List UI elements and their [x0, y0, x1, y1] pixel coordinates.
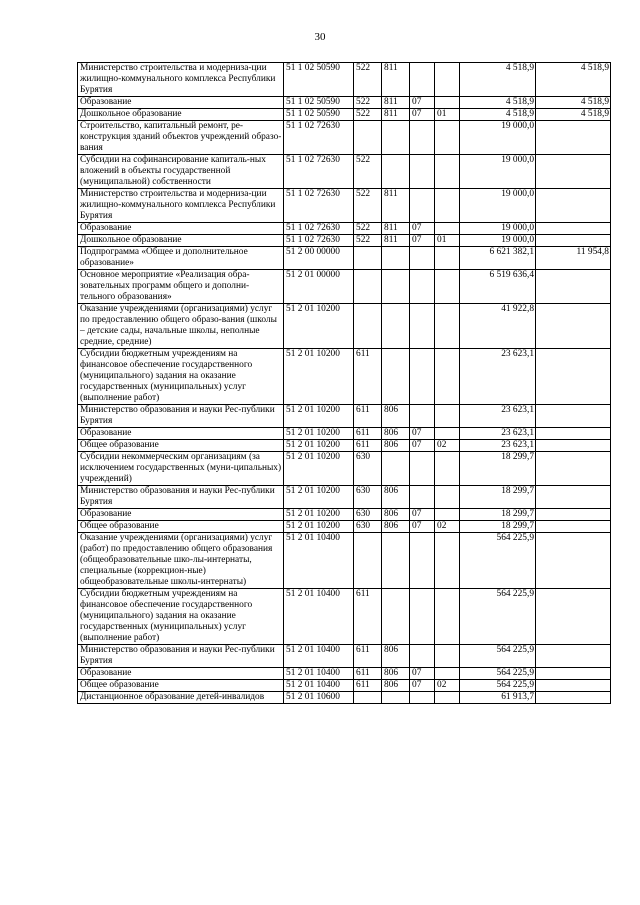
section-cell: 07	[410, 428, 435, 440]
row-name-cell: Субсидии на софинансирование капиталь-ных вложений в объекты государственной (муниципальной) собственности	[78, 155, 284, 189]
section-cell	[410, 405, 435, 428]
amount-year2-cell	[536, 645, 611, 668]
amount-year1-cell: 41 922,8	[460, 304, 536, 349]
expense-type-cell: 611	[354, 405, 382, 428]
subsection-cell: 02	[435, 440, 460, 452]
ministry-code-cell	[382, 155, 410, 189]
target-code-cell: 51 2 01 00000	[284, 270, 354, 304]
amount-year2-cell	[536, 692, 611, 704]
target-code-cell: 51 2 01 10200	[284, 428, 354, 440]
expense-type-cell: 522	[354, 235, 382, 247]
row-name-cell: Подпрограмма «Общее и дополнительное образование»	[78, 247, 284, 270]
subsection-cell	[435, 121, 460, 155]
table-row	[78, 235, 611, 247]
ministry-code-cell: 811	[382, 235, 410, 247]
amount-year2-cell	[536, 304, 611, 349]
expense-type-cell	[354, 270, 382, 304]
expense-type-cell: 611	[354, 680, 382, 692]
expense-type-cell: 611	[354, 645, 382, 668]
target-code-cell: 51 2 01 10400	[284, 645, 354, 668]
amount-year2-cell	[536, 452, 611, 486]
target-code-cell: 51 2 01 10400	[284, 589, 354, 645]
section-cell	[410, 589, 435, 645]
amount-year1-cell: 564 225,9	[460, 589, 536, 645]
amount-year2-cell	[536, 680, 611, 692]
subsection-cell	[435, 270, 460, 304]
amount-year1-cell: 23 623,1	[460, 440, 536, 452]
amount-year2-cell	[536, 235, 611, 247]
row-name-cell: Субсидии бюджетным учреждениям на финансовое обеспечение государственного (муниципального) задания на оказание государственных (муниципальных) услуг (выполнение работ)	[78, 349, 284, 405]
ministry-code-cell	[382, 304, 410, 349]
row-name-cell: Дошкольное образование	[78, 235, 284, 247]
amount-year2-cell	[536, 521, 611, 533]
subsection-cell	[435, 509, 460, 521]
target-code-cell: 51 1 02 50590	[284, 63, 354, 97]
expense-type-cell	[354, 692, 382, 704]
expense-type-cell: 522	[354, 155, 382, 189]
table-row	[78, 645, 611, 668]
section-cell: 07	[410, 521, 435, 533]
section-cell	[410, 533, 435, 589]
expense-type-cell: 611	[354, 428, 382, 440]
table-row	[78, 121, 611, 155]
ministry-code-cell: 811	[382, 223, 410, 235]
section-cell	[410, 349, 435, 405]
amount-year1-cell: 23 623,1	[460, 405, 536, 428]
expense-type-cell	[354, 304, 382, 349]
ministry-code-cell	[382, 349, 410, 405]
table-row	[78, 155, 611, 189]
ministry-code-cell	[382, 452, 410, 486]
target-code-cell: 51 1 02 50590	[284, 109, 354, 121]
section-cell: 07	[410, 440, 435, 452]
ministry-code-cell	[382, 121, 410, 155]
expense-type-cell	[354, 121, 382, 155]
amount-year1-cell: 19 000,0	[460, 235, 536, 247]
amount-year2-cell	[536, 440, 611, 452]
row-name-cell: Оказание учреждениями (организациями) услуг (работ) по предоставлению общего образования (общеобразовательные шко-лы-интернаты, специальные (коррекцион-ные) общеобразовательные школы-интернаты)	[78, 533, 284, 589]
table-row	[78, 440, 611, 452]
subsection-cell	[435, 452, 460, 486]
section-cell: 07	[410, 223, 435, 235]
target-code-cell: 51 2 01 10200	[284, 405, 354, 428]
ministry-code-cell: 806	[382, 486, 410, 509]
target-code-cell: 51 1 02 72630	[284, 155, 354, 189]
ministry-code-cell	[382, 692, 410, 704]
row-name-cell: Дошкольное образование	[78, 109, 284, 121]
table-row	[78, 349, 611, 405]
table-row	[78, 428, 611, 440]
target-code-cell: 51 2 01 10400	[284, 680, 354, 692]
section-cell: 07	[410, 235, 435, 247]
ministry-code-cell: 811	[382, 97, 410, 109]
expense-type-cell: 630	[354, 509, 382, 521]
target-code-cell: 51 2 01 10200	[284, 452, 354, 486]
ministry-code-cell	[382, 247, 410, 270]
row-name-cell: Общее образование	[78, 521, 284, 533]
amount-year1-cell: 4 518,9	[460, 97, 536, 109]
ministry-code-cell: 806	[382, 680, 410, 692]
table-row	[78, 521, 611, 533]
subsection-cell: 01	[435, 235, 460, 247]
table-row	[78, 109, 611, 121]
amount-year2-cell	[536, 349, 611, 405]
row-name-cell: Дистанционное образование детей-инвалидов	[78, 692, 284, 704]
subsection-cell	[435, 692, 460, 704]
amount-year1-cell: 61 913,7	[460, 692, 536, 704]
row-name-cell: Субсидии некоммерческим организациям (за исключением государственных (муни-ципальных) учреждений)	[78, 452, 284, 486]
amount-year1-cell: 18 299,7	[460, 521, 536, 533]
subsection-cell	[435, 589, 460, 645]
ministry-code-cell: 806	[382, 405, 410, 428]
subsection-cell	[435, 97, 460, 109]
ministry-code-cell: 806	[382, 645, 410, 668]
amount-year1-cell: 564 225,9	[460, 680, 536, 692]
amount-year1-cell: 19 000,0	[460, 223, 536, 235]
amount-year2-cell	[536, 428, 611, 440]
subsection-cell	[435, 428, 460, 440]
target-code-cell: 51 2 01 10200	[284, 440, 354, 452]
ministry-code-cell: 806	[382, 668, 410, 680]
table-row	[78, 452, 611, 486]
subsection-cell	[435, 304, 460, 349]
ministry-code-cell: 806	[382, 509, 410, 521]
ministry-code-cell: 811	[382, 189, 410, 223]
ministry-code-cell: 806	[382, 440, 410, 452]
target-code-cell: 51 1 02 72630	[284, 223, 354, 235]
target-code-cell: 51 2 01 10600	[284, 692, 354, 704]
row-name-cell: Министерство образования и науки Рес-публики Бурятия	[78, 645, 284, 668]
expense-type-cell: 611	[354, 589, 382, 645]
row-name-cell: Общее образование	[78, 680, 284, 692]
table-row	[78, 509, 611, 521]
table-row	[78, 589, 611, 645]
amount-year2-cell	[536, 223, 611, 235]
amount-year1-cell: 23 623,1	[460, 349, 536, 405]
row-name-cell: Министерство строительства и модерниза-ции жилищно-коммунального комплекса Республики Бурятия	[78, 189, 284, 223]
section-cell: 07	[410, 680, 435, 692]
section-cell: 07	[410, 668, 435, 680]
budget-table	[77, 62, 611, 704]
section-cell	[410, 486, 435, 509]
amount-year1-cell: 19 000,0	[460, 155, 536, 189]
expense-type-cell	[354, 533, 382, 589]
table-row	[78, 680, 611, 692]
amount-year1-cell: 18 299,7	[460, 486, 536, 509]
target-code-cell: 51 2 01 10200	[284, 509, 354, 521]
target-code-cell: 51 2 00 00000	[284, 247, 354, 270]
table-row	[78, 270, 611, 304]
target-code-cell: 51 2 01 10400	[284, 533, 354, 589]
section-cell	[410, 63, 435, 97]
section-cell: 07	[410, 509, 435, 521]
table-row	[78, 247, 611, 270]
section-cell: 07	[410, 97, 435, 109]
table-row	[78, 304, 611, 349]
expense-type-cell: 611	[354, 440, 382, 452]
expense-type-cell: 630	[354, 521, 382, 533]
expense-type-cell	[354, 247, 382, 270]
row-name-cell: Основное мероприятие «Реализация обра-зовательных программ общего и дополни-тельного образования»	[78, 270, 284, 304]
subsection-cell	[435, 247, 460, 270]
target-code-cell: 51 2 01 10200	[284, 349, 354, 405]
amount-year2-cell	[536, 270, 611, 304]
ministry-code-cell	[382, 270, 410, 304]
amount-year1-cell: 564 225,9	[460, 645, 536, 668]
subsection-cell: 01	[435, 109, 460, 121]
expense-type-cell: 611	[354, 349, 382, 405]
page-number: 30	[314, 31, 326, 43]
section-cell	[410, 452, 435, 486]
subsection-cell	[435, 63, 460, 97]
row-name-cell: Образование	[78, 97, 284, 109]
subsection-cell	[435, 405, 460, 428]
subsection-cell	[435, 533, 460, 589]
row-name-cell: Министерство образования и науки Рес-публики Бурятия	[78, 486, 284, 509]
subsection-cell	[435, 668, 460, 680]
ministry-code-cell: 811	[382, 109, 410, 121]
row-name-cell: Оказание учреждениями (организациями) услуг по предоставлению общего образо-вания (школы – детские сады, начальные школы, неполные средние, средние)	[78, 304, 284, 349]
table-row	[78, 223, 611, 235]
amount-year2-cell	[536, 668, 611, 680]
target-code-cell: 51 2 01 10200	[284, 521, 354, 533]
amount-year2-cell: 11 954,8	[536, 247, 611, 270]
amount-year2-cell: 4 518,9	[536, 97, 611, 109]
row-name-cell: Субсидии бюджетным учреждениям на финансовое обеспечение государственного (муниципального) задания на оказание государственных (муниципальных) услуг (выполнение работ)	[78, 589, 284, 645]
target-code-cell: 51 1 02 72630	[284, 189, 354, 223]
expense-type-cell: 630	[354, 452, 382, 486]
expense-type-cell: 522	[354, 97, 382, 109]
amount-year1-cell: 564 225,9	[460, 668, 536, 680]
expense-type-cell: 522	[354, 189, 382, 223]
expense-type-cell: 522	[354, 223, 382, 235]
amount-year2-cell	[536, 189, 611, 223]
row-name-cell: Образование	[78, 223, 284, 235]
section-cell: 07	[410, 109, 435, 121]
amount-year1-cell: 4 518,9	[460, 63, 536, 97]
table-body	[78, 63, 611, 704]
amount-year1-cell: 19 000,0	[460, 121, 536, 155]
section-cell	[410, 121, 435, 155]
table-row	[78, 189, 611, 223]
table-row	[78, 692, 611, 704]
amount-year2-cell	[536, 589, 611, 645]
subsection-cell	[435, 155, 460, 189]
amount-year2-cell	[536, 509, 611, 521]
expense-type-cell: 522	[354, 109, 382, 121]
ministry-code-cell	[382, 533, 410, 589]
ministry-code-cell: 806	[382, 521, 410, 533]
row-name-cell: Образование	[78, 509, 284, 521]
amount-year2-cell	[536, 121, 611, 155]
subsection-cell: 02	[435, 680, 460, 692]
amount-year1-cell: 23 623,1	[460, 428, 536, 440]
amount-year2-cell: 4 518,9	[536, 63, 611, 97]
expense-type-cell: 611	[354, 668, 382, 680]
subsection-cell: 02	[435, 521, 460, 533]
amount-year1-cell: 19 000,0	[460, 189, 536, 223]
section-cell	[410, 270, 435, 304]
amount-year2-cell	[536, 405, 611, 428]
subsection-cell	[435, 486, 460, 509]
target-code-cell: 51 1 02 72630	[284, 121, 354, 155]
ministry-code-cell	[382, 589, 410, 645]
table-row	[78, 533, 611, 589]
expense-type-cell: 522	[354, 63, 382, 97]
amount-year1-cell: 18 299,7	[460, 509, 536, 521]
target-code-cell: 51 2 01 10200	[284, 304, 354, 349]
amount-year2-cell: 4 518,9	[536, 109, 611, 121]
table-row	[78, 97, 611, 109]
row-name-cell: Министерство строительства и модерниза-ции жилищно-коммунального комплекса Республики Бурятия	[78, 63, 284, 97]
subsection-cell	[435, 189, 460, 223]
amount-year1-cell: 18 299,7	[460, 452, 536, 486]
row-name-cell: Образование	[78, 668, 284, 680]
target-code-cell: 51 1 02 72630	[284, 235, 354, 247]
amount-year2-cell	[536, 486, 611, 509]
expense-type-cell: 630	[354, 486, 382, 509]
table-row	[78, 668, 611, 680]
row-name-cell: Строительство, капитальный ремонт, ре-конструкция зданий объектов учреждений образо-вания	[78, 121, 284, 155]
ministry-code-cell: 811	[382, 63, 410, 97]
table-row	[78, 486, 611, 509]
amount-year1-cell: 6 621 382,1	[460, 247, 536, 270]
amount-year2-cell	[536, 533, 611, 589]
section-cell	[410, 189, 435, 223]
subsection-cell	[435, 349, 460, 405]
table-row	[78, 63, 611, 97]
section-cell	[410, 692, 435, 704]
table-row	[78, 405, 611, 428]
target-code-cell: 51 2 01 10200	[284, 486, 354, 509]
subsection-cell	[435, 645, 460, 668]
amount-year1-cell: 6 519 636,4	[460, 270, 536, 304]
ministry-code-cell: 806	[382, 428, 410, 440]
amount-year1-cell: 4 518,9	[460, 109, 536, 121]
row-name-cell: Общее образование	[78, 440, 284, 452]
section-cell	[410, 155, 435, 189]
section-cell	[410, 304, 435, 349]
target-code-cell: 51 1 02 50590	[284, 97, 354, 109]
row-name-cell: Министерство образования и науки Рес-публики Бурятия	[78, 405, 284, 428]
section-cell	[410, 247, 435, 270]
subsection-cell	[435, 223, 460, 235]
section-cell	[410, 645, 435, 668]
target-code-cell: 51 2 01 10400	[284, 668, 354, 680]
row-name-cell: Образование	[78, 428, 284, 440]
amount-year2-cell	[536, 155, 611, 189]
amount-year1-cell: 564 225,9	[460, 533, 536, 589]
